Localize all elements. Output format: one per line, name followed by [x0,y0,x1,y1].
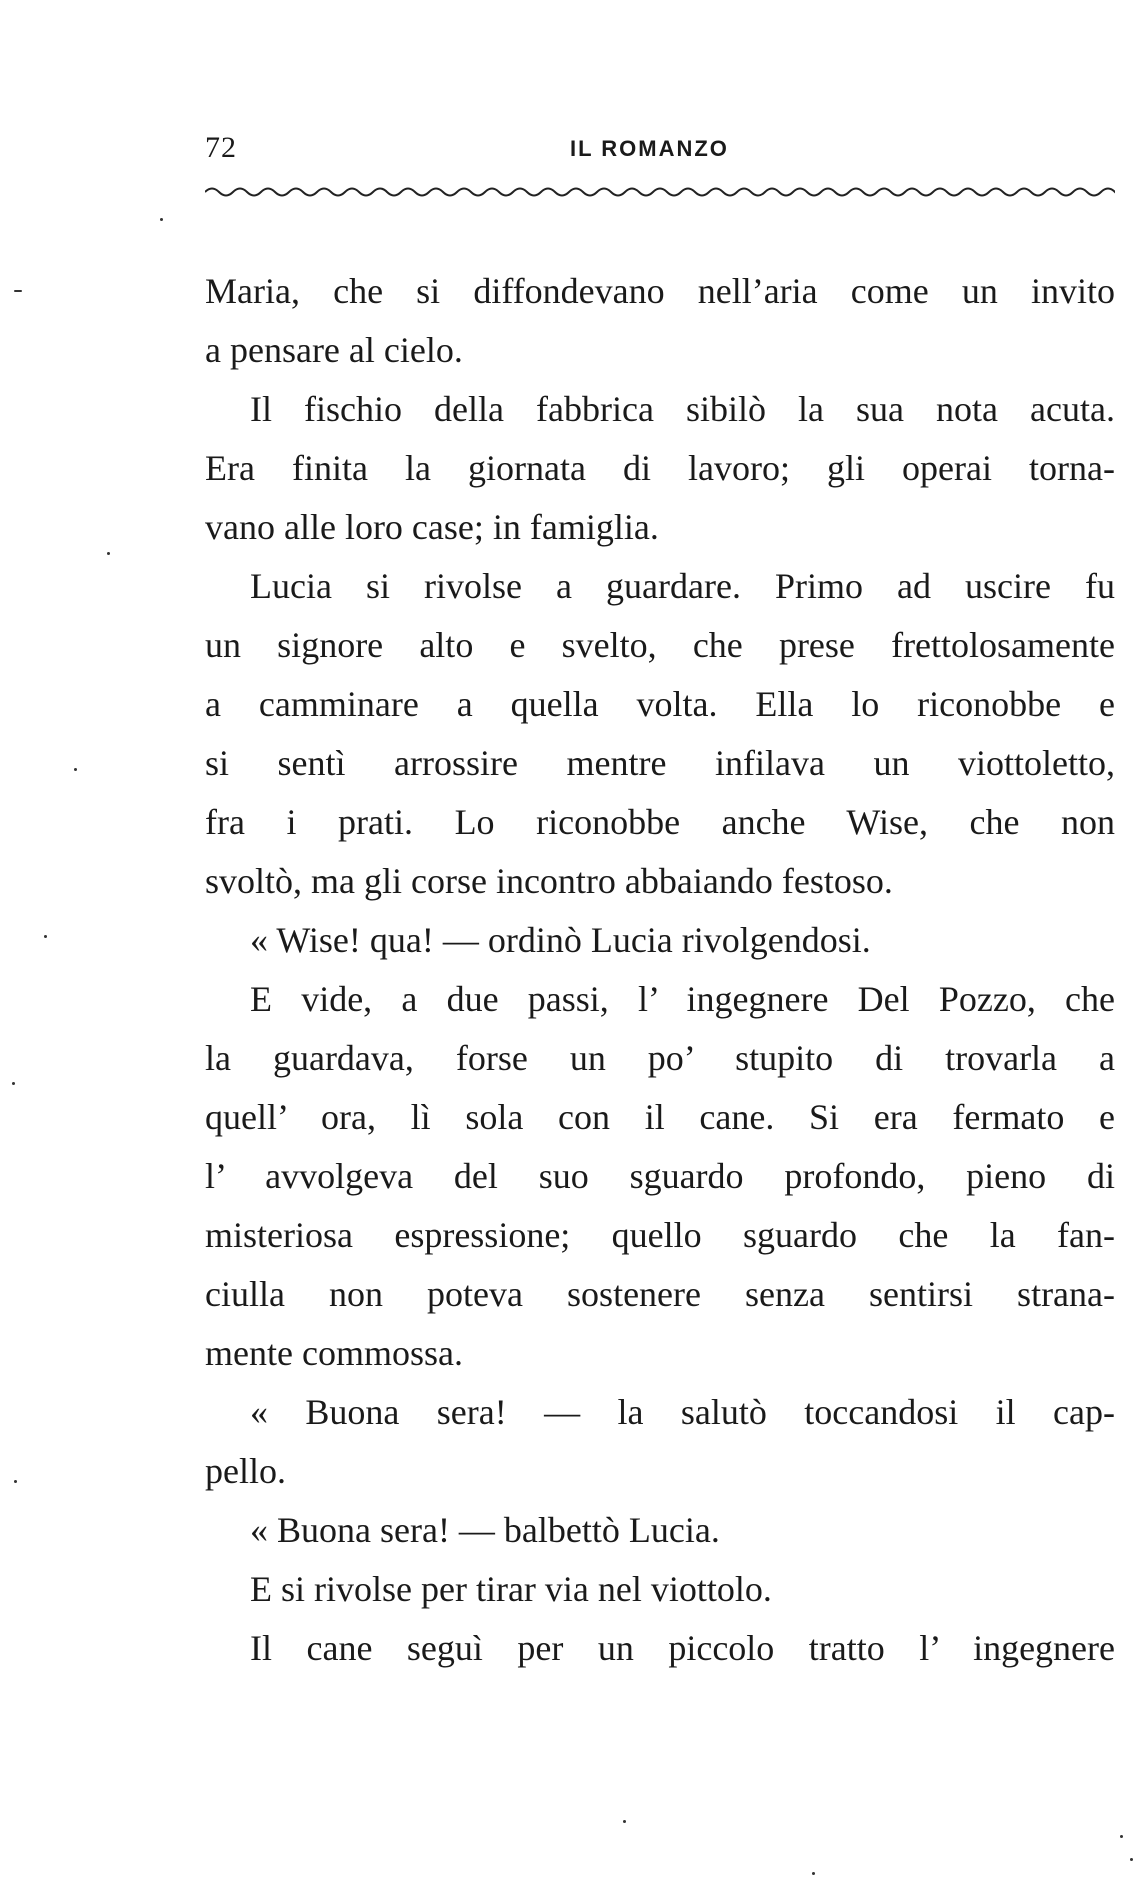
text-line: mente commossa. [205,1333,463,1373]
text-line: Era finita la giornata di lavoro; gli operai torna- [205,448,1115,488]
text-line: l’ avvolgeva del suo sguardo profondo, pieno di [205,1156,1115,1196]
text-line: E si rivolse per tirar via nel viottolo. [250,1569,772,1609]
text-line: « Buona sera! — la salutò toccandosi il cap- [250,1392,1115,1432]
scan-speck [12,1082,15,1085]
scan-speck [14,1480,17,1483]
text-line: Il fischio della fabbrica sibilò la sua nota acuta. [250,389,1115,429]
scan-speck [14,290,22,292]
text-line: svoltò, ma gli corse incontro abbaiando festoso. [205,861,893,901]
text-line: si sentì arrossire mentre infilava un viottoletto, [205,743,1115,783]
scan-speck [107,552,110,555]
text-line: a pensare al cielo. [205,330,463,370]
text-line: la guardava, forse un po’ stupito di trovarla a [205,1038,1115,1078]
scan-speck [74,768,77,771]
running-title: IL ROMANZO [570,136,729,161]
text-line: vano alle loro case; in famiglia. [205,507,659,547]
text-line: un signore alto e svelto, che prese frettolosamente [205,625,1115,665]
wavy-rule-line [205,189,1115,196]
text-line: Maria, che si diffondevano nell’aria come un invito [205,271,1115,311]
scan-speck [1120,1835,1123,1838]
scan-speck [1130,1858,1133,1861]
scan-speck [812,1872,815,1875]
text-line: Il cane seguì per un piccolo tratto l’ ingegnere [250,1628,1115,1668]
text-line: « Buona sera! — balbettò Lucia. [250,1510,720,1550]
text-line: fra i prati. Lo riconobbe anche Wise, che non [205,802,1115,842]
text-line: misteriosa espressione; quello sguardo che la fan- [205,1215,1115,1255]
text-line: pello. [205,1451,286,1491]
body-text [205,262,1115,1678]
text-line: a camminare a quella volta. Ella lo riconobbe e [205,684,1115,724]
scan-speck [44,935,47,938]
scan-speck [160,218,163,221]
text-line: Lucia si rivolse a guardare. Primo ad uscire fu [250,566,1115,606]
text-line: « Wise! qua! — ordinò Lucia rivolgendosi. [250,920,871,960]
text-line: E vide, a due passi, l’ ingegnere Del Pozzo, che [250,979,1115,1019]
decorative-wavy-rule [205,182,1115,202]
page-number: 72 [205,131,237,164]
scan-speck [623,1820,626,1823]
page-header [205,128,1115,168]
text-line: quell’ ora, lì sola con il cane. Si era fermato e [205,1097,1115,1137]
text-line: ciulla non poteva sostenere senza sentirsi strana- [205,1274,1115,1314]
